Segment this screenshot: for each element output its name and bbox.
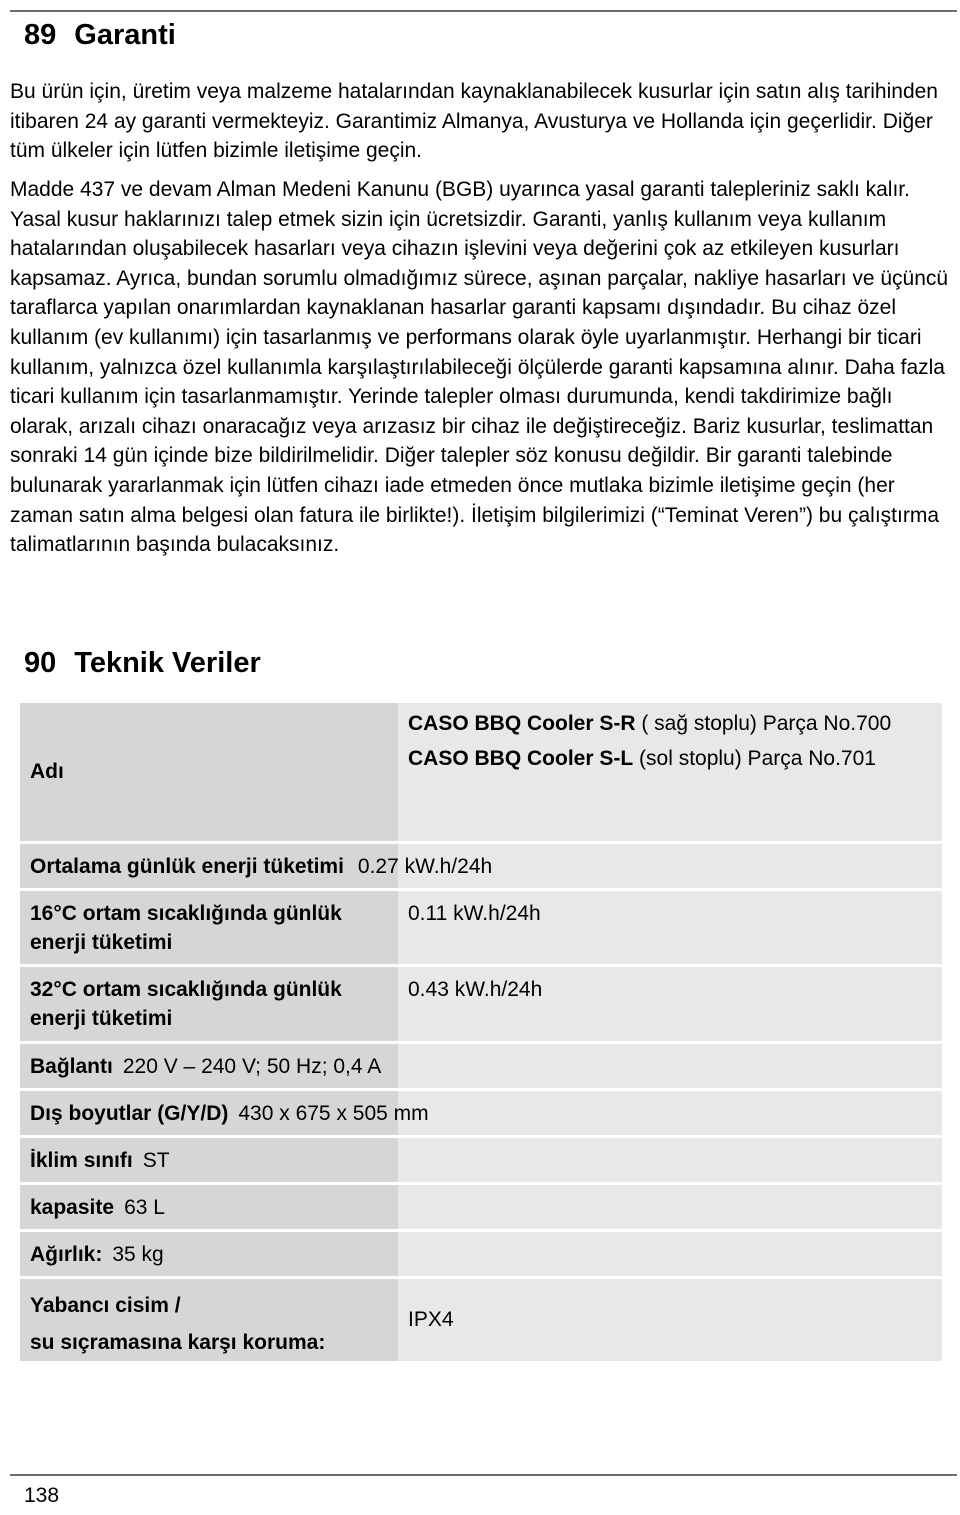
warranty-paragraph-2: Madde 437 ve devam Alman Medeni Kanunu (BGB) uyarınca yasal garanti talepleriniz saklı kalır. Yasal kusur haklarınızı talep etmek sizin için ücretsizdir. Garanti, yanlış kullanım veya kullanım hatalarından oluşabilecek hasarları veya cihazın işlevini veya değerini çok az etkileyen kusurları kapsamaz. Ayrıca, bundan sorumlu olmadığımız sürece, aşınan parçalar, nakliye hasarları ve üçüncü taraflarca yapılan onarımlardan kaynaklanan hasarlar garanti kapsamı dışındadır. Bu cihaz özel kullanım (ev kullanımı) için tasarlanmış ve performans olarak öyle uyarlanmıştır. Herhangi bir ticari kullanım, yalnızca özel kullanımla karşılaştırılabileceği ölçülerde garanti kapsamına alınır. Daha fazla ticari kullanım için tasarlanmamıştır. Yerinde talepler olması durumunda, kendi takdirimize bağlı olarak, arızalı cihazı onaracağız veya arızasız bir cihaz ile değiştireceğiz. Bariz kusurlar, teslimattan sonraki 14 gün içinde bize bildirilmelidir. Diğer talepler söz konusu değildir. Bir garanti talebinde bulunarak yararlanmak için lütfen cihazı iade etmeden önce mutlaka bizimle iletişime geçin (her zaman satın alma belgesi olan fatura ile birlikte!). İletişim bilgilerimizi (“Teminat Veren”) bu çalıştırma talimatlarının başında bulacaksınız. <box>10 178 949 557</box>
table-row-name <box>20 703 942 842</box>
table-row-avg-energy <box>20 842 942 889</box>
warranty-paragraph-1: Bu ürün için, üretim veya malzeme hatalarından kaynaklanabilecek kusurlar için satın alış tarihinden itibaren 24 ay garanti vermekteyiz. Garantimiz Almanya, Avusturya ve Hollanda için geçerlidir. Diğer tüm ülkeler için lütfen bizimle iletişime geçin. <box>10 80 938 163</box>
name-value <box>398 703 942 842</box>
section-heading-garanti <box>24 18 176 52</box>
model-left-name: CASO BBQ Cooler S-L <box>408 747 634 770</box>
capacity-cell <box>20 1183 942 1230</box>
page-number: 138 <box>24 1484 60 1507</box>
dimensions-label: Dış boyutlar (G/Y/D) <box>30 1101 229 1125</box>
connection-value: 220 V – 240 V; 50 Hz; 0,4 A <box>122 1054 382 1078</box>
dimensions-value: 430 x 675 x 505 mm <box>238 1101 429 1125</box>
table-row-protection <box>20 1277 942 1362</box>
weight-cell <box>20 1230 942 1277</box>
climate-value: ST <box>142 1148 170 1172</box>
bottom-rule <box>10 1474 957 1476</box>
weight-label: Ağırlık: <box>30 1242 103 1266</box>
avg-energy-label: Ortalama günlük enerji tüketimi <box>30 854 344 878</box>
model-right <box>408 709 932 738</box>
model-right-desc: ( sağ stoplu) Parça No.700 <box>635 712 892 735</box>
table-row-energy-16 <box>20 889 942 965</box>
model-left-desc: (sol stoplu) Parça No.701 <box>633 747 876 770</box>
section-title: Garanti <box>74 19 176 51</box>
table-row-energy-32 <box>20 965 942 1042</box>
section-number: 90 <box>24 647 57 679</box>
connection-cell <box>20 1042 942 1089</box>
avg-energy-cell <box>20 842 942 889</box>
protection-label-line-2: su sıçramasına karşı koruma: <box>30 1330 326 1354</box>
energy-16-label: 16°C ortam sıcaklığında günlük enerji tüketimi <box>20 889 398 965</box>
capacity-label: kapasite <box>30 1195 115 1219</box>
section-title: Teknik Veriler <box>74 647 261 679</box>
name-label: Adı <box>20 703 398 842</box>
protection-label <box>20 1277 398 1362</box>
section-heading-teknik-veriler <box>24 646 261 680</box>
climate-cell <box>20 1136 942 1183</box>
table-row-capacity <box>20 1183 942 1230</box>
section-number: 89 <box>24 19 57 51</box>
table-row-connection <box>20 1042 942 1089</box>
top-rule <box>10 10 957 12</box>
energy-32-value: 0.43 kW.h/24h <box>398 965 942 1042</box>
table-row-weight <box>20 1230 942 1277</box>
protection-label-line-1: Yabancı cisim / <box>30 1293 181 1317</box>
model-left <box>408 744 932 773</box>
energy-16-value: 0.11 kW.h/24h <box>398 889 942 965</box>
weight-value: 35 kg <box>112 1242 164 1266</box>
model-right-name: CASO BBQ Cooler S-R <box>408 712 636 735</box>
energy-32-label: 32°C ortam sıcaklığında günlük enerji tüketimi <box>20 965 398 1042</box>
avg-energy-value: 0.27 kW.h/24h <box>357 854 493 878</box>
dimensions-cell <box>20 1089 942 1136</box>
table-row-climate <box>20 1136 942 1183</box>
climate-label: İklim sınıfı <box>30 1148 133 1172</box>
table-row-dimensions <box>20 1089 942 1136</box>
protection-value: IPX4 <box>398 1277 942 1362</box>
technical-data-table <box>20 703 942 1364</box>
connection-label: Bağlantı <box>30 1054 113 1078</box>
capacity-value: 63 L <box>124 1195 165 1219</box>
